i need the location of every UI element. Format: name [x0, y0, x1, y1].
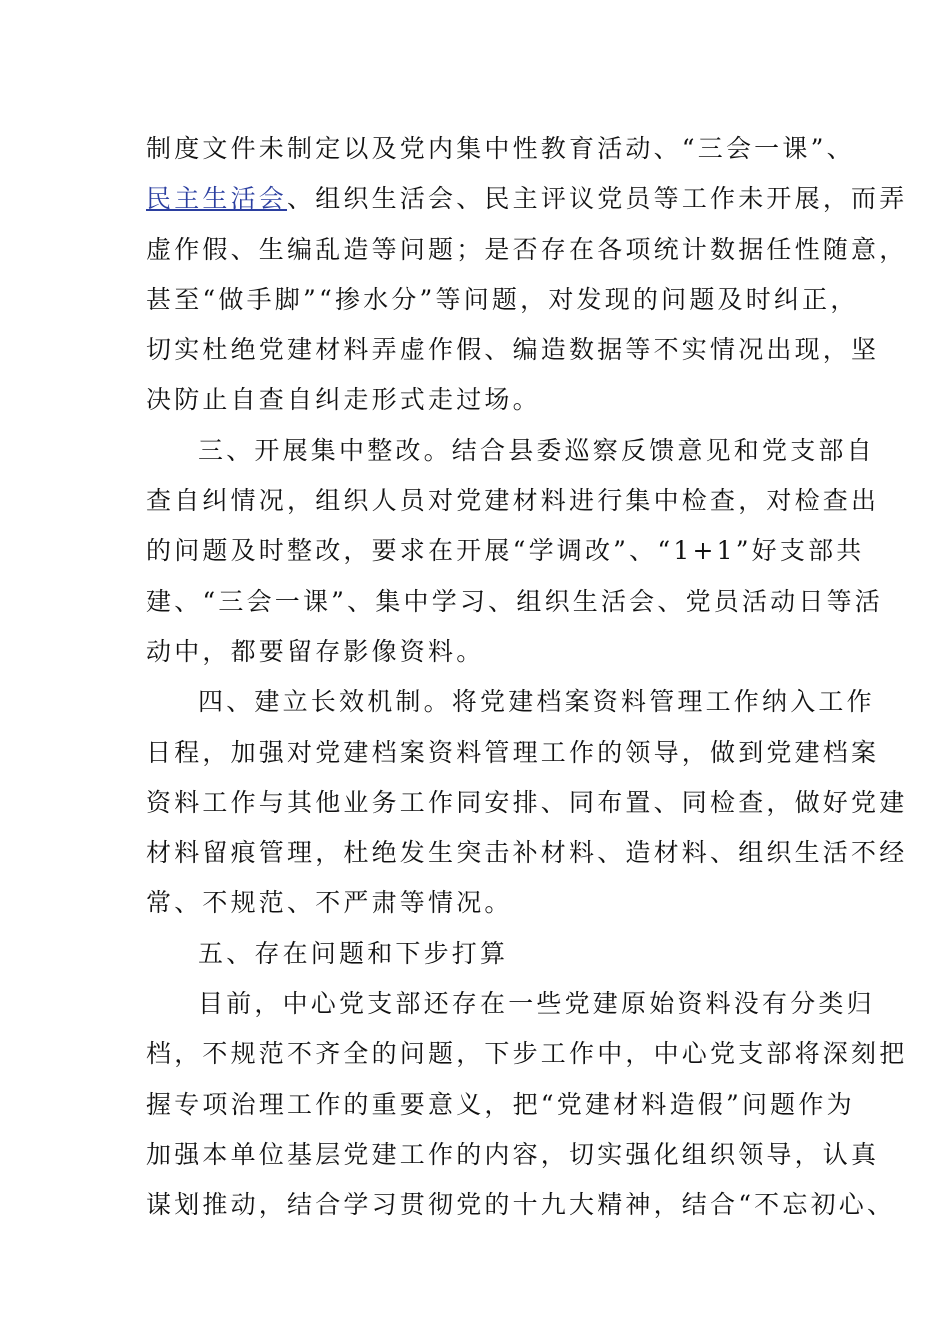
text-line: 常、不规范、不严肃等情况。 [146, 888, 513, 918]
text-line: 切实杜绝党建材料弄虚作假、编造数据等不实情况出现，坚 [146, 335, 880, 365]
democratic-life-meeting-link[interactable]: 民主生活会 [146, 184, 288, 214]
text-line [146, 174, 908, 224]
text-line: 加强本单位基层党建工作的内容，切实强化组织领导，认真 [146, 1139, 880, 1169]
text-line: 甚至“做手脚”“掺水分”等问题，对发现的问题及时纠正， [146, 284, 859, 314]
text-line: 握专项治理工作的重要意义，把“党建材料造假”问题作为 [146, 1089, 855, 1119]
text-line: 虚作假、生编乱造等问题；是否存在各项统计数据任性随意， [146, 234, 908, 264]
text-line: 材料留痕管理，杜绝发生突击补材料、造材料、组织生活不经 [146, 838, 908, 868]
text-line: 的问题及时整改，要求在开展“学调改”、“1+1”好支部共 [146, 536, 865, 566]
text-line: 查自纠情况，组织人员对党建材料进行集中检查，对检查出 [146, 486, 880, 516]
text-line: 日程，加强对党建档案资料管理工作的领导，做到党建档案 [146, 737, 880, 767]
text-line: 制度文件未制定以及党内集中性教育活动、“三会一课”、 [146, 134, 855, 163]
section-heading-line: 五、存在问题和下步打算 [198, 938, 509, 968]
text-line: 建、“三会一课”、集中学习、组织生活会、党员活动日等活 [146, 586, 883, 616]
paragraph-start-line: 目前，中心党支部还存在一些党建原始资料没有分类归 [198, 989, 875, 1019]
text-line-rest: 、组织生活会、民主评议党员等工作未开展，而弄 [287, 184, 908, 214]
text-line: 决防止自查自纠走形式走过场。 [146, 385, 541, 415]
text-line: 动中，都要留存影像资料。 [146, 636, 485, 666]
section-heading-line: 四、建立长效机制。将党建档案资料管理工作纳入工作 [198, 687, 875, 717]
text-line: 档，不规范不齐全的问题，下步工作中，中心党支部将深刻把 [146, 1039, 908, 1069]
text-line: 资料工作与其他业务工作同安排、同布置、同检查，做好党建 [146, 787, 908, 817]
document-body [146, 124, 908, 1231]
text-line: 谋划推动，结合学习贯彻党的十九大精神，结合“不忘初心、 [146, 1190, 896, 1220]
section-heading-line: 三、开展集中整改。结合县委巡察反馈意见和党支部自 [198, 435, 875, 465]
